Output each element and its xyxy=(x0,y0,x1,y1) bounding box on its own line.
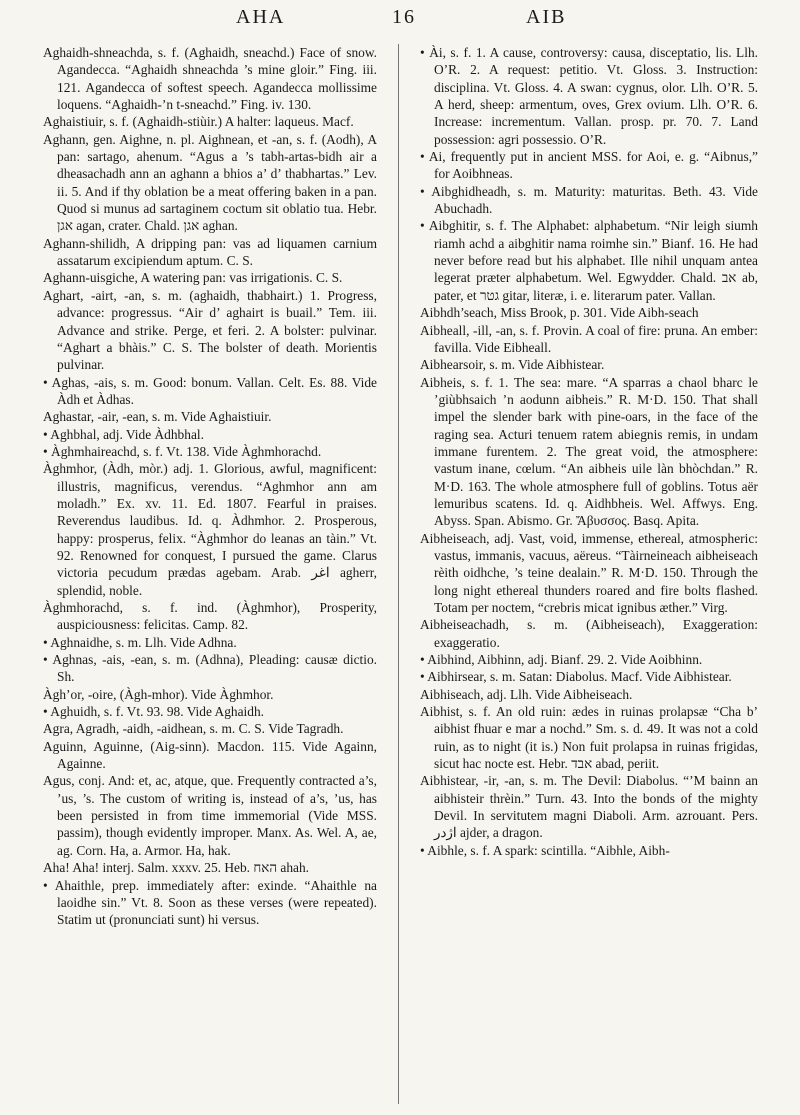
left-column xyxy=(43,44,377,929)
dictionary-entry: Aha! Aha! interj. Salm. xxxv. 25. Heb. האח ahah. xyxy=(43,860,310,876)
dictionary-entry: Aghann-uisgiche, A watering pan: vas irrigationis. C. S. xyxy=(43,270,343,286)
dictionary-entry: Aibhdh’seach, Miss Brook, p. 301. Vide Aibh-seach xyxy=(420,305,699,321)
dictionary-entry: • Aghbhal, adj. Vide Àdhbhal. xyxy=(43,426,204,442)
dictionary-entry: • Aghas, -ais, s. m. Good: bonum. Vallan. Celt. Es. 88. Vide Àdh et Àdhas. xyxy=(43,374,377,407)
dictionary-entry: • Ahaithle, prep. immediately after: exinde. “Ahaithle na laoidhe sin.” Vt. 8. Soon as these verses (were repeated). Statim ut (pronunciati sunt) hi versus. xyxy=(43,877,377,928)
dictionary-entry: Àgh’or, -oire, (Àgh-mhor). Vide Àghmhor. xyxy=(43,686,274,702)
right-guide-word: AIB xyxy=(526,6,567,28)
dictionary-entry: • Aghuidh, s. f. Vt. 93. 98. Vide Aghaidh. xyxy=(43,704,264,720)
dictionary-entry: Aghaidh-shneachda, s. f. (Aghaidh, sneachd.) Face of snow. Agandecca. “Aghaidh shneachda ’s mine gloir.” Fing. iii. 121. Agandecca of softest speech. Agandecca mollissime loquens. “Aghaidh-’n t-sneachd.” Fing. iv. 130. xyxy=(43,45,377,113)
dictionary-entry: Aibheiseachadh, s. m. (Aibheiseach), Exaggeration: exaggeratio. xyxy=(420,617,758,650)
dictionary-entry: Aibhiseach, adj. Llh. Vide Aibheiseach. xyxy=(420,686,633,702)
dictionary-entry: • Aibghidheadh, s. m. Maturity: maturitas. Beth. 43. Vide Abuchadh. xyxy=(420,183,758,217)
dictionary-entry: Aibhistear, -ir, -an, s. m. The Devil: Diabolus. “’M bainn an aibhisteir thrèin.” Turn. 43. Into the bonds of the mighty Devil. In servitutem magni Diaboli. Arm. azrouant. Pers. اژدر ajder, a dragon. xyxy=(420,773,758,841)
dictionary-entry: Aghaistiuir, s. f. (Aghaidh-stiùir.) A halter: laqueus. Macf. xyxy=(43,114,354,130)
dictionary-entry: Àghmhorachd, s. f. ind. (Àghmhor), Prosperity, auspiciousness: felicitas. Camp. 82. xyxy=(43,600,377,633)
dictionary-entry: Agra, Agradh, -aidh, -aidhean, s. m. C. S. Vide Tagradh. xyxy=(43,721,344,737)
dictionary-entry: • Aibghitir, s. f. The Alphabet: alphabetum. “Nir leigh siumh riamh achd a aibghitir nama roimhe sin.” Bianf. 16. He had never before read but his alphabet. Ille nihil unquam antea legerat præter alphabetum. Wel. Egwydder. Chald. אב ab, pater, et גטר gitar, literæ, i. e. literarum pater. Vallan. xyxy=(420,218,758,303)
dictionary-entry: Aibheall, -ill, -an, s. f. Provin. A coal of fire: pruna. An ember: favilla. Vide Eibheall. xyxy=(420,322,758,355)
dictionary-entry: Aguinn, Aguinne, (Aig-sinn). Macdon. 115. Vide Againn, Againne. xyxy=(43,738,377,772)
dictionary-entry: Aibhist, s. f. An old ruin: ædes in ruinas prolapsæ “Cha b’ aibhist fhuar e mar a nochd.” Sm. s. d. 49. It was not a cold ruin, as to night (it is.) Non fuit prolapsa in ruinas frigidas, sicut hac nocte est. Hebr. אבד abad, periit. xyxy=(420,704,758,772)
dictionary-entry: • Aibhirsear, s. m. Satan: Diabolus. Macf. Vide Aibhistear. xyxy=(420,669,732,685)
dictionary-entry: • Aghnas, -ais, -ean, s. m. (Adhna), Pleading: causæ dictio. Sh. xyxy=(43,652,377,685)
page-number: 16 xyxy=(392,6,416,28)
dictionary-entry: Aibhearsoir, s. m. Vide Aibhistear. xyxy=(420,357,605,373)
dictionary-entry: • Ai, frequently put in ancient MSS. for Aoi, e. g. “Aibnus,” for Aoibhneas. xyxy=(420,149,758,182)
dictionary-entry: Àghmhor, (Àdh, mòr.) adj. 1. Glorious, awful, magnificent: illustris, magnificus, verendus. “Aghmhor ann am moladh.” Ex. xv. 11. Ed. 1807. Fearful in praises. Reverendus laudibus. Id. q. Àdhmhor. 2. Prosperous, happy: prosperus, felix. “Àghmhor do leanas an tàin.” Vt. 92. Renowned for conquest, I pursued the game. Clarus victoria pecudum prædas agebam. Arab. اغر agherr, splendid, noble. xyxy=(43,461,377,598)
dictionary-entry: • Àghmhaireachd, s. f. Vt. 138. Vide Àghmhorachd. xyxy=(43,443,322,459)
dictionary-entry: Aibheis, s. f. 1. The sea: mare. “A sparras a chaol bharc le ’giùbhsaich ’n aodunn aibheis.” R. M·D. 150. That shall impel the slender bark with pine-oars, in the face of the raging sea. Acturi tenuem ratem abiegnis remis, in undam immane furentem. 2. The great void, the atmosphere: vastum inane, cœlum. “An aibheis uile làn bhòchdan.” R. M·D. 163. The whole atmosphere full of goblins. Totus aër lemuribus scatens. Id. q. Aidhbheis. Wel. Affwys. Eng. Abyss. Span. Abismo. Gr. Ἄβυσσος. Basq. Apita. xyxy=(420,374,758,529)
dictionary-entry: • Ài, s. f. 1. A cause, controversy: causa, disceptatio, lis. Llh. O’R. 2. A request: petitio. Vt. Gloss. 3. Instruction: disciplina. Vt. Gloss. 4. A swan: cygnus, olor. Llh. O’R. 5. A herd, sheep: armentum, oves, Grex ovium. Llh. O’R. 6. Increase: incrementum. Vallan. prosp. pr. 70. 7. Land possession: agri possessio. O’R. xyxy=(420,45,758,147)
left-guide-word: AHA xyxy=(236,6,286,28)
dictionary-entry: Aghann, gen. Aighne, n. pl. Aighnean, et -an, s. f. (Aodh), A pan: sartago, ahenum. “Agus a ’s tabh-artas-bidh air a dheasachadh ann an aghann a bhios a’ d’ thabhartas.” Lev. ii. 5. And if thy oblation be a meat offering baken in a pan. Quod si munus ad sartaginem coctum sit oblatio tua. Hebr. אגן agan, crater. Chald. אגן aghan. xyxy=(43,131,377,234)
dictionary-entry: • Aibhind, Aibhinn, adj. Bianf. 29. 2. Vide Aoibhinn. xyxy=(420,652,703,668)
dictionary-entry: Aghart, -airt, -an, s. m. (aghaidh, thabhairt.) 1. Progress, advance: progressus. “Air d’ aghairt is buail.” Tem. iii. Advance and strike. Perge, et feri. 2. A bolster: pulvinar. “Aghart a bhàis.” C. S. The bolster of death. Morientis pulvinar. xyxy=(43,287,377,373)
right-column xyxy=(420,44,758,859)
column-divider xyxy=(398,44,399,1104)
dictionary-entry: Aibheiseach, adj. Vast, void, immense, ethereal, atmospheric: vastus, immanis, vacuus, aëreus. “Tàirneineach aibheiseach rèith oidhche, ’s teine dealain.” R. M·D. 150. Through the long night ethereal thunders roared and fire bolts flashed. Totam per noctem, “crebris micat ignibus æther.” Virg. xyxy=(420,530,758,615)
dictionary-entry: Agus, conj. And: et, ac, atque, que. Frequently contracted a’s, ’us, ’s. The custom of writing is, instead of a’s, ’us, has been persisted in from time immemorial (Vide MSS. passim), though evidently improper. Manx. As. Wel. A, ae, ag. Corn. Ha, a. Armor. Ha, hak. xyxy=(43,773,377,858)
dictionary-entry: Aghann-shilidh, A dripping pan: vas ad liquamen carnium assatarum excipiendum aptum. C. S. xyxy=(43,235,377,269)
dictionary-entry: • Aibhle, s. f. A spark: scintilla. “Aibhle, Aibh- xyxy=(420,842,670,858)
dictionary-entry: • Aghnaidhe, s. m. Llh. Vide Adhna. xyxy=(43,634,237,650)
dictionary-entry: Aghastar, -air, -ean, s. m. Vide Aghaistiuir. xyxy=(43,409,272,425)
page-header xyxy=(0,6,800,36)
